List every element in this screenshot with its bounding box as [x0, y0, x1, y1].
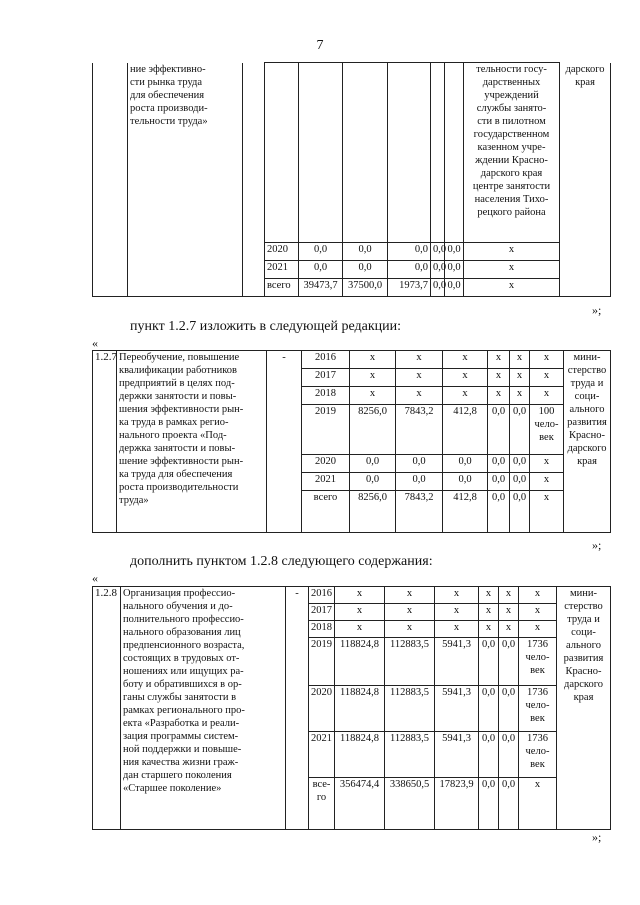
year-cell: всего	[265, 279, 299, 297]
year-cell: 2020	[302, 455, 350, 473]
year-cell: 2020	[309, 686, 335, 732]
table-row: 2017 x x x x x x	[93, 604, 611, 621]
table-row-total: все- го 356474,4 338650,5 17823,9 0,0 0,0 x	[93, 778, 611, 830]
table-row-total: всего 8256,0 7843,2 412,8 0,0 0,0 x	[93, 491, 611, 533]
year-cell: 2016	[302, 351, 350, 369]
table-row: 2020 0,0 0,0 0,0 0,0 0,0 x	[93, 243, 611, 261]
year-cell: 2018	[302, 387, 350, 405]
year-cell: 2021	[302, 473, 350, 491]
year-cell: 2021	[265, 261, 299, 279]
measure-name: Переобучение, повышение квалификации работников предприятий в целях под- держки занятости и повы- шения эффективности рын- ка труда в рамках регио- нального проекта «Под- держка занятости и повы- шение эффективности рын- ка труда для обеспечения роста производительности труда»	[117, 351, 267, 533]
table-row-total: всего 39473,7 37500,0 1973,7 0,0 0,0 x	[93, 279, 611, 297]
opening-quote: «	[92, 336, 98, 350]
paragraph-text: дополнить пунктом 1.2.8 следующего содержания:	[130, 554, 433, 569]
item-number: 1.2.8	[93, 587, 121, 830]
year-cell: всего	[302, 491, 350, 533]
table-row: 2018 x x x x x x	[93, 387, 611, 405]
year-cell: 2017	[302, 369, 350, 387]
table-row: 2019 118824,8 112883,5 5941,3 0,0 0,0 1736 чело- век	[93, 638, 611, 686]
year-cell: 2017	[309, 604, 335, 621]
table-row: 2021 118824,8 112883,5 5941,3 0,0 0,0 1736 чело- век	[93, 732, 611, 778]
opening-quote: «	[92, 571, 98, 585]
table-row: 2018 x x x x x x	[93, 621, 611, 638]
status-cell: -	[267, 351, 302, 533]
table-row: 2019 8256,0 7843,2 412,8 0,0 0,0 100 чело- век	[93, 405, 611, 455]
year-cell: 2020	[265, 243, 299, 261]
table-row: 2017 x x x x x x	[93, 369, 611, 387]
executor-text: дарского края	[560, 63, 611, 243]
program-table-continuation	[92, 62, 611, 297]
status-cell: -	[286, 587, 309, 830]
year-cell: 2019	[309, 638, 335, 686]
closing-quote: »;	[592, 303, 602, 317]
program-table-1-2-8: 1.2.8 Организация профессио- нального обучения и до- полнительного профессио- нального образования лиц предпенсионного возраста, состоящих в трудовых от- ношениях или ищущих ра- боту и обратившихся в ор- ганы службы занятости в рамках регионального про- екта «Разработка и реали- зация программы систем- ной поддержки и повыше- ния качества жизни граж- дан старшего поколения «Старшее поколение» - 2016 x x x x x x мини- стерство труда и соци- ального развития Красно- дарского края 2017 x x x x x x 2018 x x x x x x 2019 118824,8 112883,5 5941,3 0,0 0,0 1736 чело- век 2020 118824,8 112883,5 5941,3 0,0 0,0 1736 чело- век 2021 118824,8 112883,5 5941,3 0,0 0,0 1736 чело- век все- го 356474,4 338650,5 17823,9 0,0 0,0 x	[92, 586, 611, 830]
status-cell	[243, 63, 265, 243]
measure-name: ние эффективно- сти рынка труда для обеспечения роста производи- тельности труда»	[128, 63, 243, 243]
year-cell: 2019	[302, 405, 350, 455]
measure-name: Организация профессио- нального обучения и до- полнительного профессио- нального образования лиц предпенсионного возраста, состоящих в трудовых от- ношениях или ищущих ра- боту и обратившихся в ор- ганы службы занятости в рамках регионального про- екта «Разработка и реали- зация программы систем- ной поддержки и повыше- ния качества жизни граж- дан старшего поколения «Старшее поколение»	[121, 587, 286, 830]
table-row: 2020 118824,8 112883,5 5941,3 0,0 0,0 1736 чело- век	[93, 686, 611, 732]
executor-text: мини- стерство труда и соци- ального развития Красно- дарского края	[564, 351, 611, 533]
year-cell: все- го	[309, 778, 335, 830]
year-cell: 2018	[309, 621, 335, 638]
paragraph-text: пункт 1.2.7 изложить в следующей редакции:	[130, 319, 401, 334]
table-row: 2021 0,0 0,0 0,0 0,0 0,0 x	[93, 473, 611, 491]
closing-quote: »;	[592, 538, 602, 552]
program-table-1-2-7: 1.2.7 Переобучение, повышение квалификации работников предприятий в целях под- держки занятости и повы- шения эффективности рын- ка труда в рамках регио- нального проекта «Под- держка занятости и повы- шение эффективности рын- ка труда для обеспечения роста производительности труда» - 2016 x x x x x x мини- стерство труда и соци- ального развития Красно- дарского края 2017 x x x x x x 2018 x x x x x x 2019 8256,0 7843,2 412,8 0,0 0,0 100 чело- век 2020 0,0 0,0 0,0 0,0 0,0 x 2021 0,0 0,0 0,0 0,0 0,0 x всего 8256,0 7843,2 412,8 0,0 0,0 x	[92, 350, 611, 533]
table-row: 2021 0,0 0,0 0,0 0,0 0,0 x	[93, 261, 611, 279]
closing-quote: »;	[592, 830, 602, 844]
item-number: 1.2.7	[93, 351, 117, 533]
executor-text: мини- стерство труда и соци- ального развития Красно- дарского края	[557, 587, 611, 830]
result-text: тельности госу- дарственных учреждений службы занято- сти в пилотном государственном казенном учре- ждении Красно- дарского края центре занятости населения Тихо- рецкого района	[464, 63, 560, 243]
table-row: 2020 0,0 0,0 0,0 0,0 0,0 x	[93, 455, 611, 473]
year-cell: 2021	[309, 732, 335, 778]
year-cell: 2016	[309, 587, 335, 604]
num-cell	[93, 63, 128, 243]
page-number: 7	[316, 38, 324, 53]
